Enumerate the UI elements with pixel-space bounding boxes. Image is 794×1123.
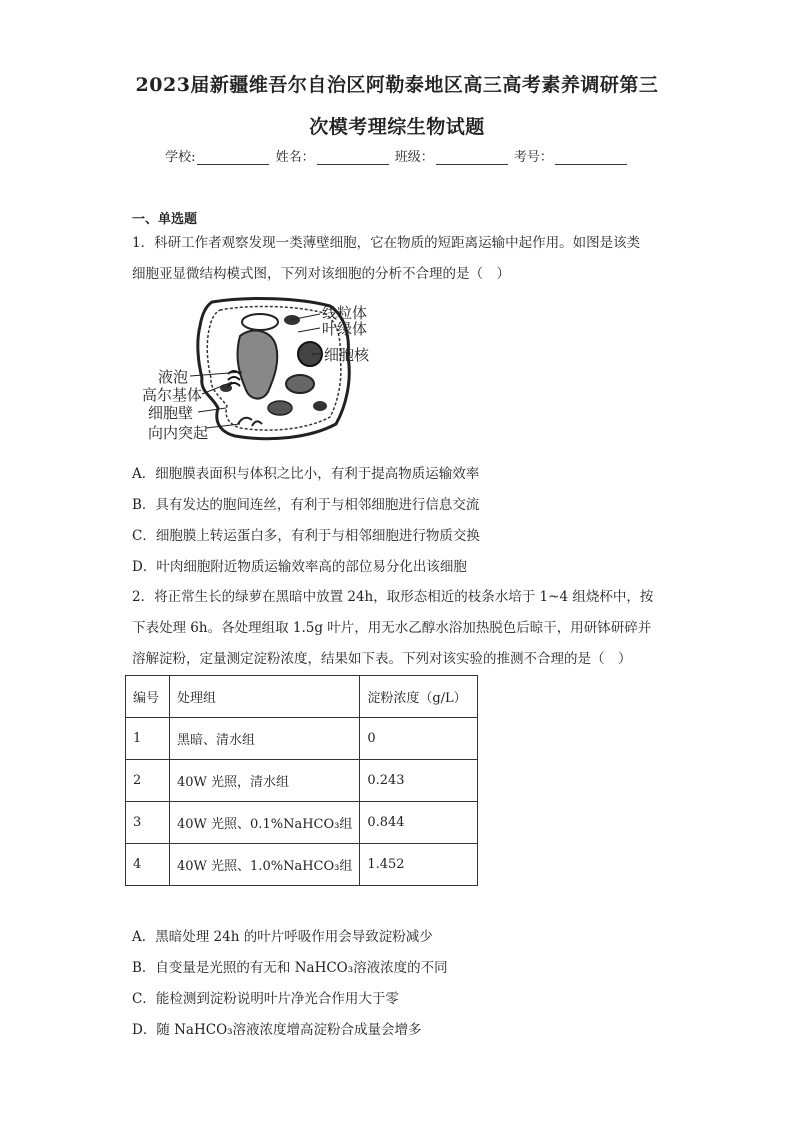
- q1-stem-line2: 细胞亚显微结构模式图，下列对该细胞的分析不合理的是（ ）: [132, 266, 510, 282]
- exam-title-line2: 次模考理综生物试题: [309, 116, 485, 138]
- table-cell: 2: [126, 760, 170, 802]
- label-chloroplast: 叶绿体: [322, 320, 368, 338]
- table-cell: 3: [126, 802, 170, 844]
- table-cell: 1: [126, 718, 170, 760]
- table-cell: 40W 光照，清水组: [170, 760, 360, 802]
- table-cell: 4: [126, 844, 170, 886]
- label-vacuole: 液泡: [158, 368, 189, 386]
- school-label: 学校:: [165, 150, 196, 165]
- q2-option-a[interactable]: A．黑暗处理 24h 的叶片呼吸作用会导致淀粉减少: [132, 929, 433, 945]
- q2-option-c[interactable]: C．能检测到淀粉说明叶片净光合作用大于零: [132, 991, 399, 1007]
- table-cell: 40W 光照、1.0%NaHCO₃组: [170, 844, 360, 886]
- number-label: 考号：: [513, 150, 553, 165]
- q2-stem-line3: 溶解淀粉，定量测定淀粉浓度，结果如下表。下列对该实验的推测不合理的是（ ）: [132, 651, 632, 667]
- label-nucleus: 细胞核: [324, 346, 370, 364]
- q1-stem-line1: 1．科研工作者观察发现一类薄壁细胞，它在物质的短距离运输中起作用。如图是该类: [132, 235, 641, 251]
- table-header-cell: 处理组: [170, 676, 360, 718]
- label-golgi: 高尔基体: [142, 386, 203, 404]
- table-cell: 黑暗、清水组: [170, 718, 360, 760]
- school-blank[interactable]: [197, 150, 269, 165]
- q2-option-d[interactable]: D．随 NaHCO₃溶液浓度增高淀粉合成量会增多: [132, 1022, 422, 1038]
- q2-option-b[interactable]: B．自变量是光照的有无和 NaHCO₃溶液浓度的不同: [132, 960, 448, 976]
- label-inward-projection: 向内突起: [148, 424, 209, 442]
- number-blank[interactable]: [555, 150, 627, 165]
- table-header-cell: 淀粉浓度（g/L）: [360, 676, 478, 718]
- table-header-row: [126, 676, 478, 718]
- table-cell: 40W 光照、0.1%NaHCO₃组: [170, 802, 360, 844]
- starch-results-table: [125, 675, 478, 886]
- q2-stem-line1: 2．将正常生长的绿萝在黑暗中放置 24h，取形态相近的枝条水培于 1~4 组烧杯中，按: [132, 589, 654, 605]
- table-row: [126, 844, 478, 886]
- q1-option-d[interactable]: D．叶肉细胞附近物质运输效率高的部位易分化出该细胞: [132, 559, 467, 575]
- table-row: [126, 760, 478, 802]
- class-label: 班级：: [394, 150, 434, 165]
- table-cell: 0.844: [360, 802, 478, 844]
- q1-option-b[interactable]: B．具有发达的胞间连丝，有利于与相邻细胞进行信息交流: [132, 497, 480, 513]
- class-blank[interactable]: [436, 150, 508, 165]
- name-blank[interactable]: [317, 150, 389, 165]
- label-cell-wall: 细胞壁: [148, 404, 194, 422]
- table-cell: 1.452: [360, 844, 478, 886]
- table-row: [126, 718, 478, 760]
- exam-title-line1: 2023届新疆维吾尔自治区阿勒泰地区高三高考素养调研第三: [135, 74, 659, 96]
- label-mitochondria: 线粒体: [322, 304, 368, 322]
- name-label: 姓名：: [275, 150, 315, 165]
- q1-option-c[interactable]: C．细胞膜上转运蛋白多，有利于与相邻细胞进行物质交换: [132, 528, 480, 544]
- table-cell: 0.243: [360, 760, 478, 802]
- table-cell: 0: [360, 718, 478, 760]
- section-title: 一、单选题: [132, 212, 198, 227]
- q1-option-a[interactable]: A．细胞膜表面积与体积之比小，有利于提高物质运输效率: [132, 466, 480, 482]
- table-header-cell: 编号: [126, 676, 170, 718]
- cell-structure-figure: [140, 296, 380, 446]
- student-info-row: [0, 146, 794, 165]
- q2-stem-line2: 下表处理 6h。各处理组取 1.5g 叶片，用无水乙醇水浴加热脱色后晾干，用研钵研碎并: [132, 620, 652, 636]
- table-row: [126, 802, 478, 844]
